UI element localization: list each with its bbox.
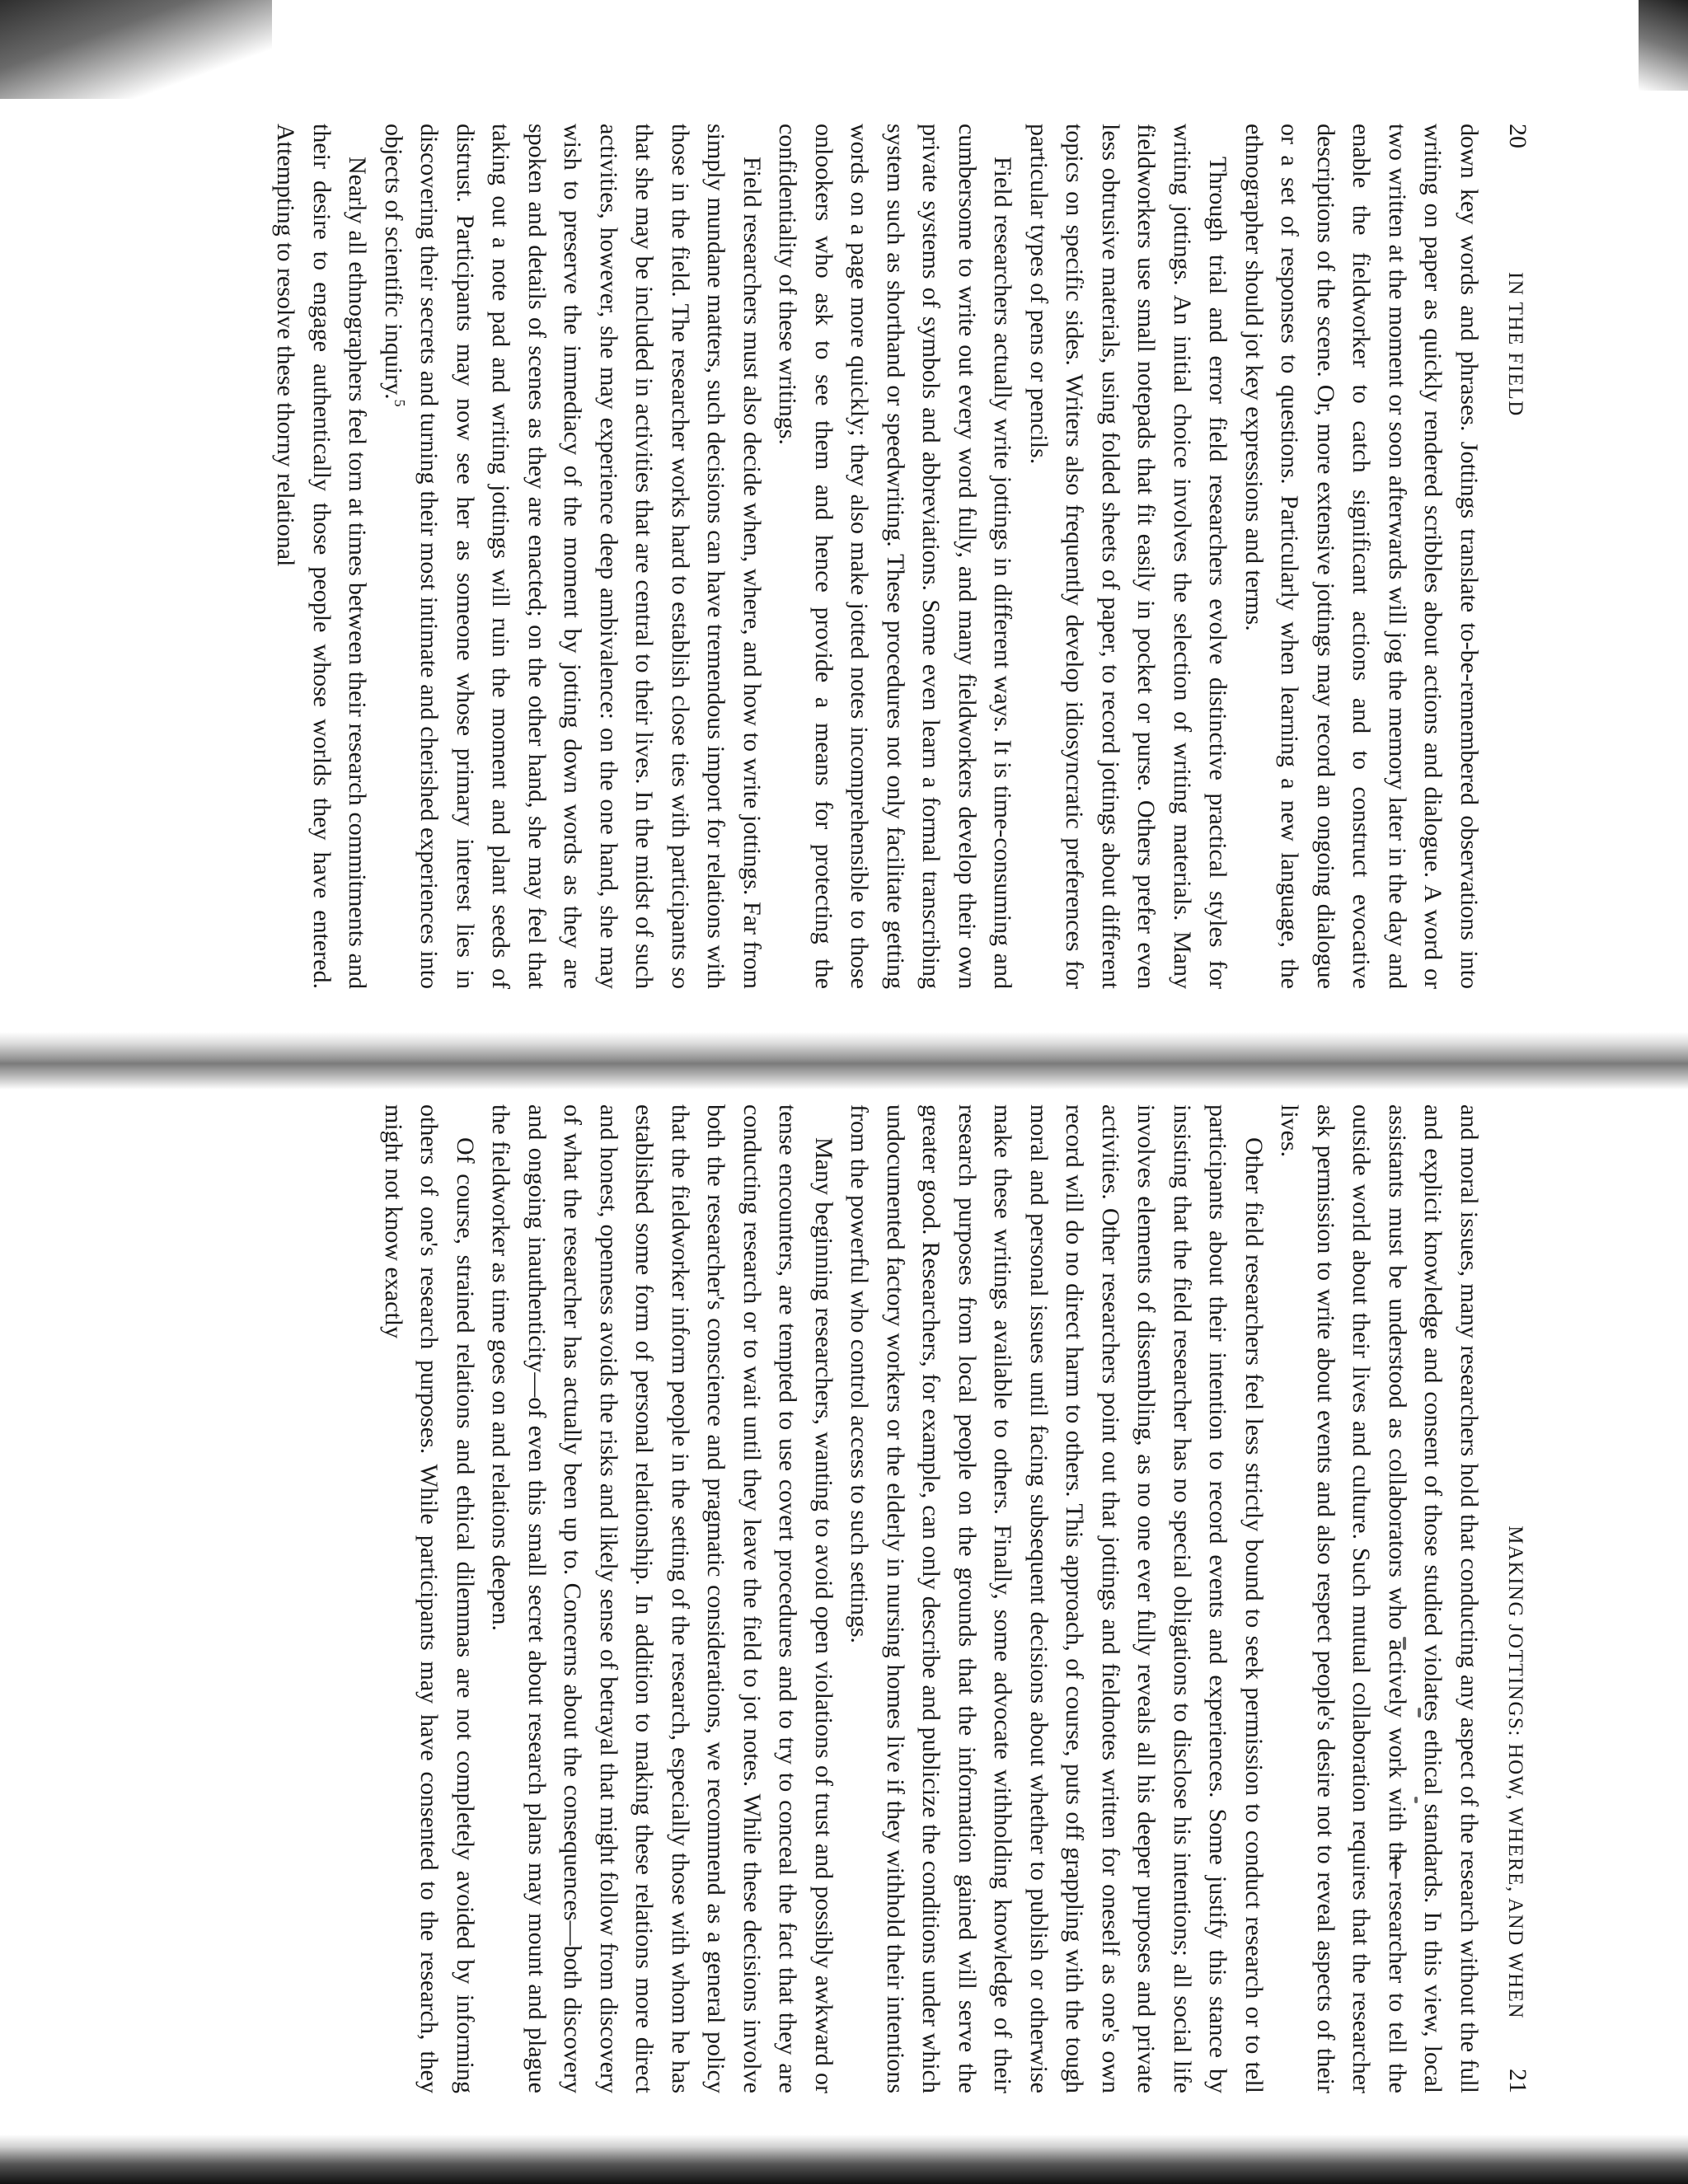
paragraph: Through trial and error field researchers evolve distinctive practical styles for writing jottings. An initial choice involves the selection of writing materials. Many fieldworkers use small notepads that fit easily in pocket or purse. Others prefer even less obtrusive materials, using folded sheets of paper, to record jottings about different topics on specific sides. Writers also frequently develop idiosyncratic preferences for particular types of pens or pencils. xyxy=(1025,124,1232,989)
paragraph: Of course, strained relations and ethical dilemmas are not completely avoided by informing others of one's research purposes. While participants may have consented to the research, they might not know exactly xyxy=(380,1104,479,2093)
right-page-body xyxy=(376,1104,1488,2093)
paragraph: and moral issues, many researchers hold that conducting any aspect of the research without the full and explicit knowledge and consent of those studied violates ethical standards. In this view, local assistants must be understood as collaborators who actively work with the researcher to tell the outside world about their lives and culture. Such mutual collaboration requires that the researcher ask permission to write about events and also respect people's desire not to reveal aspects of their lives. xyxy=(1276,1104,1483,2093)
left-page xyxy=(114,124,1531,989)
paragraph: down key words and phrases. Jottings translate to-be-remembered observations into writing on paper as quickly rendered scribbles about actions and dialogue. A word or two written at the moment or soon afterwards will jog the memory later in the day and enable the fieldworker to catch significant actions and to construct evocative descriptions of the scene. Or, more extensive jottings may record an ongoing dialogue or a set of responses to questions. Particularly when learning a new language, the ethnographer should jot key expressions and terms. xyxy=(1240,124,1483,989)
page-number: 20 xyxy=(1504,124,1531,148)
book-gutter xyxy=(0,1032,1688,1090)
paragraph: Field researchers actually write jottings in different ways. It is time-consuming and cumbersome to write out every word fully, and many fieldworkers develop their own private systems of symbols and abbreviations. Some even learn a formal transcribing system such as shorthand or speedwriting. These procedures not only facilitate getting words on a page more quickly; they also make jotted notes incomprehensible to those onlookers who ask to see them and hence provide a means for protecting the confidentiality of these writings. xyxy=(774,124,1017,989)
scan-shadow-bottom xyxy=(0,2135,1688,2184)
scan-shadow-top-left xyxy=(0,0,272,99)
footnote-marker: 5 xyxy=(392,399,408,407)
right-page xyxy=(114,1104,1531,2093)
left-page-header xyxy=(1487,124,1531,989)
paragraph: Other field researchers feel less strictly bound to seek permission to conduct research or to tell participants about their intention to record events and experiences. Some justify this stance by insisting that the field researcher has no special obligations to disclose his intentions; all social life involves elements of dissembling, as no one ever fully reveals all his deeper purposes and private activities. Other researchers point out that jottings and fieldnotes written for oneself as one's own record will do no direct harm to others. This approach, of course, puts off grappling with the tough moral and personal issues until facing subsequent decisions about whether to publish or otherwise make these writings available to others. Finally, some advocate withholding knowledge of their research purposes from local people on the grounds that the information gained will serve the greater good. Researchers, for example, can only describe and publicize the conditions under which undocumented factory workers or the elderly in nursing homes live if they withhold their intentions from the powerful who control access to such settings. xyxy=(846,1104,1268,2093)
page-number: 21 xyxy=(1504,2069,1531,2093)
paragraph-text: Field researchers must also decide when, where, and how to write jottings. Far from simply mundane matters, such decisions can have tremendous import for relations with those in the field. The researcher works hard to establish close ties with participants so that she may be included in activities that are central to their lives. In the midst of such activities, however, she may experience deep ambivalence: on the one hand, she may wish to preserve the immediacy of the moment by jotting down words as they are spoken and details of scenes as they are enacted; on the other hand, she may feel that taking out a note pad and writing jottings will ruin the moment and plant seeds of distrust. Participants may now see her as someone whose primary interest lies in discovering their secrets and turning their most intimate and cherished experiences into objects of scientific inquiry. xyxy=(380,124,766,989)
scan-shadow-top-right xyxy=(1639,0,1688,91)
paragraph: Many beginning researchers, wanting to avoid open violations of trust and possibly awkward or tense encounters, are tempted to use covert procedures and to try to conceal the fact that they are conducting research or to wait until they leave the field to jot notes. While these decisions involve both the researcher's conscience and pragmatic considerations, we recommend as a general policy that the fieldworker inform people in the setting of the research, especially those with whom he has established some form of personal relationship. In addition to making these relations more direct and honest, openness avoids the risks and likely sense of betrayal that might follow from discovery of what the researcher has actually been up to. Concerns about the consequences—both discovery and ongoing inauthenticity—of even this small secret about research plans may mount and plague the fieldworker as time goes on and relations deepen. xyxy=(487,1104,837,2093)
running-head: MAKING JOTTINGS: HOW, WHERE, AND WHEN xyxy=(1504,1526,1526,2019)
right-page-header xyxy=(1487,1104,1531,2093)
paragraph xyxy=(376,124,771,989)
left-page-body xyxy=(268,124,1487,989)
paragraph: Nearly all ethnographers feel torn at times between their research commitments and their desire to engage authentically those people whose worlds they have entered. Attempting to resolve these thorny relational xyxy=(272,124,372,989)
running-head: IN THE FIELD xyxy=(1504,272,1526,417)
